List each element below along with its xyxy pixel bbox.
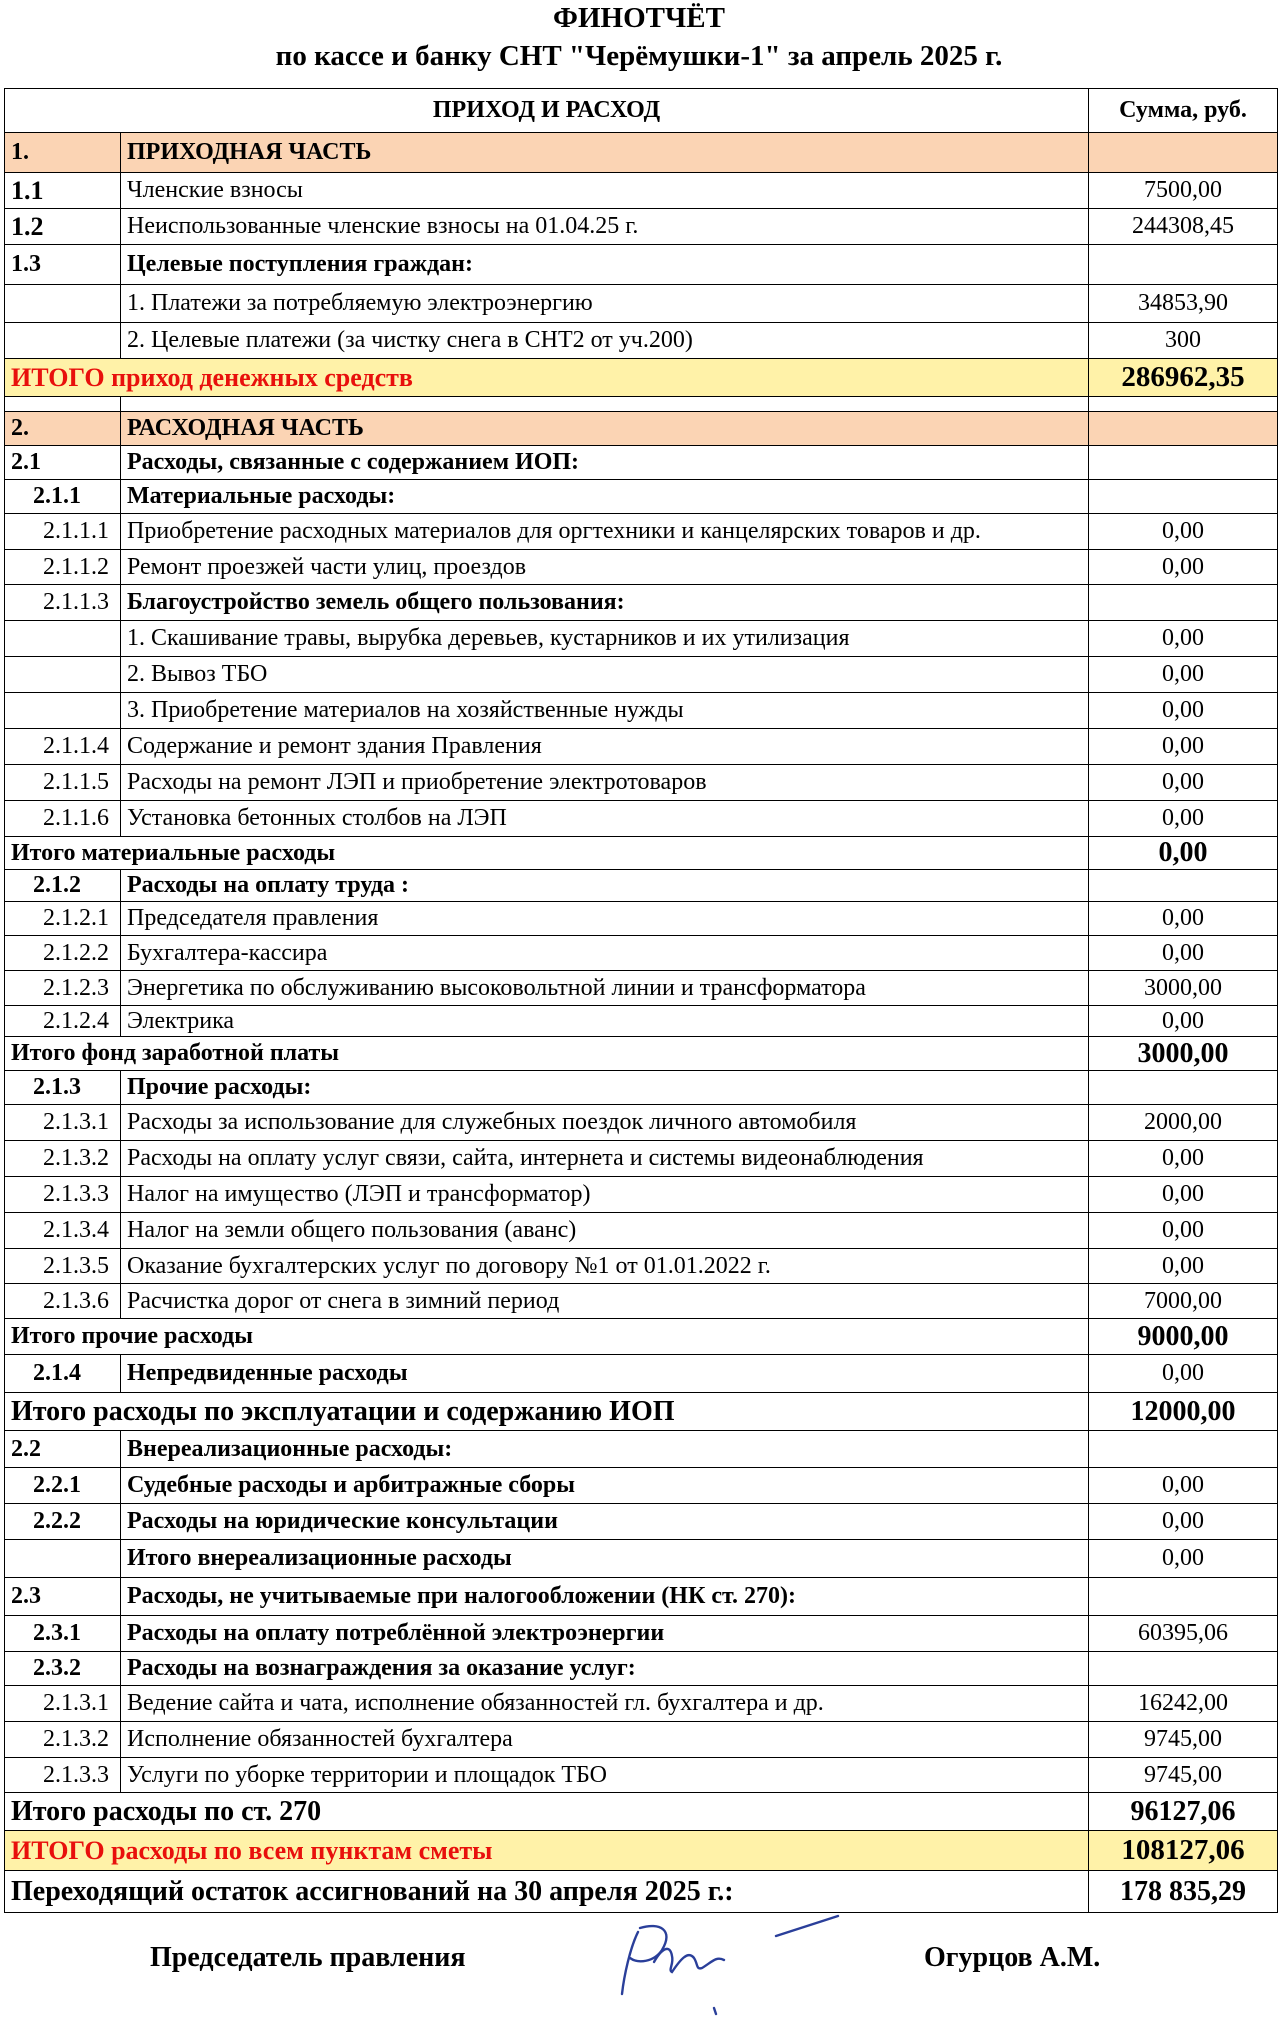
row-amount: [1089, 133, 1278, 173]
table-row: [5, 1616, 1278, 1652]
table-row: [5, 323, 1278, 359]
row-label: 2. Целевые платежи (за чистку снега в СНТ2 от уч.200): [121, 323, 1089, 359]
row-label: Энергетика по обслуживанию высоковольтной линии и трансформатора: [121, 971, 1089, 1006]
row-number: 2.: [5, 412, 121, 446]
row-number: 2.3: [5, 1578, 121, 1616]
row-label: Целевые поступления граждан:: [121, 245, 1089, 285]
row-label: Электрика: [121, 1006, 1089, 1037]
row-number: [5, 323, 121, 359]
row-amount: 0,00: [1089, 1468, 1278, 1504]
row-amount: 16242,00: [1089, 1686, 1278, 1722]
table-row: [5, 765, 1278, 801]
row-label: 2. Вывоз ТБО: [121, 657, 1089, 693]
row-label: Председателя правления: [121, 902, 1089, 936]
row-amount: 0,00: [1089, 902, 1278, 936]
row-label: Расходы на оплату потреблённой электроэнергии: [121, 1616, 1089, 1652]
row-label: Внереализационные расходы:: [121, 1431, 1089, 1468]
table-row: [5, 1504, 1278, 1540]
row-label: 1. Скашивание травы, вырубка деревьев, кустарников и их утилизация: [121, 621, 1089, 657]
table-row: [5, 209, 1278, 245]
table-row: [5, 1793, 1278, 1831]
row-amount: 3000,00: [1089, 1037, 1278, 1071]
row-amount: 300: [1089, 323, 1278, 359]
row-amount: [1089, 1578, 1278, 1616]
row-number: [5, 621, 121, 657]
table-row: [5, 397, 1278, 412]
row-number: [5, 1540, 121, 1578]
table-row: [5, 245, 1278, 285]
row-number: 2.2: [5, 1431, 121, 1468]
row-number: 1.: [5, 133, 121, 173]
table-row: [5, 359, 1278, 397]
row-label: [121, 397, 1089, 412]
row-label: Исполнение обязанностей бухгалтера: [121, 1722, 1089, 1758]
row-amount: 96127,06: [1089, 1793, 1278, 1831]
table-row: [5, 173, 1278, 209]
table-row: [5, 870, 1278, 902]
row-number: 2.1.3.4: [5, 1213, 121, 1249]
row-label: Расходы, связанные с содержанием ИОП:: [121, 446, 1089, 480]
row-label: Ведение сайта и чата, исполнение обязанностей гл. бухгалтера и др.: [121, 1686, 1089, 1722]
row-number: 2.1.1.4: [5, 729, 121, 765]
row-amount: 0,00: [1089, 1540, 1278, 1578]
row-number: 2.1.2.1: [5, 902, 121, 936]
row-number: 2.1.2: [5, 870, 121, 902]
row-label: Налог на земли общего пользования (аванс): [121, 1213, 1089, 1249]
table-row: [5, 585, 1278, 621]
row-label: Расходы, не учитываемые при налогообложении (НК ст. 270):: [121, 1578, 1089, 1616]
table-row: [5, 1578, 1278, 1616]
row-amount: 0,00: [1089, 1177, 1278, 1213]
row-number: 1.3: [5, 245, 121, 285]
row-label: Ремонт проезжей части улиц, проездов: [121, 550, 1089, 585]
row-amount: [1089, 1652, 1278, 1686]
row-amount: 9745,00: [1089, 1722, 1278, 1758]
row-amount: 0,00: [1089, 693, 1278, 729]
row-amount: 0,00: [1089, 1141, 1278, 1177]
row-amount: 108127,06: [1089, 1831, 1278, 1871]
row-number: 2.1.3.5: [5, 1249, 121, 1284]
row-amount: [1089, 870, 1278, 902]
finance-table: [4, 88, 1278, 1913]
table-row: [5, 1686, 1278, 1722]
row-label: Расходы на ремонт ЛЭП и приобретение электротоваров: [121, 765, 1089, 801]
row-amount: [1089, 585, 1278, 621]
table-row: [5, 1831, 1278, 1871]
row-number: 2.1.1.6: [5, 801, 121, 837]
row-number: 2.1.3.3: [5, 1758, 121, 1793]
table-row: [5, 1105, 1278, 1141]
row-label: 1. Платежи за потребляемую электроэнергию: [121, 285, 1089, 323]
table-row: [5, 693, 1278, 729]
row-number: [5, 693, 121, 729]
row-amount: [1089, 397, 1278, 412]
row-amount: 244308,45: [1089, 209, 1278, 245]
row-number: 2.1.3.6: [5, 1284, 121, 1319]
row-number: 2.1.3.1: [5, 1105, 121, 1141]
row-number: 1.1: [5, 173, 121, 209]
header-name: ПРИХОД И РАСХОД: [5, 89, 1089, 133]
row-number: 2.1.2.2: [5, 936, 121, 971]
row-number: 2.1.1.1: [5, 514, 121, 550]
table-row: [5, 285, 1278, 323]
row-number: [5, 657, 121, 693]
row-label: Установка бетонных столбов на ЛЭП: [121, 801, 1089, 837]
row-amount: 7500,00: [1089, 173, 1278, 209]
row-number: 2.1.3.2: [5, 1141, 121, 1177]
row-amount: [1089, 412, 1278, 446]
table-row: [5, 1431, 1278, 1468]
row-label: Материальные расходы:: [121, 480, 1089, 514]
row-amount: 0,00: [1089, 801, 1278, 837]
table-row: [5, 1141, 1278, 1177]
row-label: Бухгалтера-кассира: [121, 936, 1089, 971]
row-amount: 0,00: [1089, 657, 1278, 693]
row-label: Расходы на оплату труда :: [121, 870, 1089, 902]
table-row: [5, 514, 1278, 550]
row-amount: [1089, 245, 1278, 285]
row-amount: 0,00: [1089, 621, 1278, 657]
row-label: Благоустройство земель общего пользования:: [121, 585, 1089, 621]
row-amount: 34853,90: [1089, 285, 1278, 323]
table-row: [5, 1758, 1278, 1793]
table-row: [5, 480, 1278, 514]
row-number: [5, 397, 121, 412]
row-amount: 178 835,29: [1089, 1871, 1278, 1913]
table-row: [5, 621, 1278, 657]
row-label: Непредвиденные расходы: [121, 1355, 1089, 1393]
row-number: 2.1.3.2: [5, 1722, 121, 1758]
row-amount: 9000,00: [1089, 1319, 1278, 1355]
row-label: Услуги по уборке территории и площадок ТБО: [121, 1758, 1089, 1793]
row-label: 3. Приобретение материалов на хозяйственные нужды: [121, 693, 1089, 729]
table-row: [5, 1722, 1278, 1758]
row-number: 2.3.2: [5, 1652, 121, 1686]
row-number: 2.1.3.3: [5, 1177, 121, 1213]
table-header-row: [5, 89, 1278, 133]
row-amount: 0,00: [1089, 1213, 1278, 1249]
table-row: [5, 729, 1278, 765]
row-number: 2.1.3.1: [5, 1686, 121, 1722]
row-label: Расходы за использование для служебных поездок личного автомобиля: [121, 1105, 1089, 1141]
row-total-label: Итого расходы по эксплуатации и содержанию ИОП: [5, 1393, 1089, 1431]
header-amount: Сумма, руб.: [1089, 89, 1278, 133]
report-subtitle: по кассе и банку СНТ "Черёмушки-1" за апрель 2025 г.: [275, 40, 1003, 72]
row-label: Неиспользованные членские взносы на 01.04.25 г.: [121, 209, 1089, 245]
row-amount: 0,00: [1089, 514, 1278, 550]
row-number: [5, 285, 121, 323]
row-number: 2.1.1.5: [5, 765, 121, 801]
row-amount: 3000,00: [1089, 971, 1278, 1006]
row-number: 1.2: [5, 209, 121, 245]
row-number: 2.1.3: [5, 1071, 121, 1105]
row-amount: 0,00: [1089, 1355, 1278, 1393]
table-row: [5, 1652, 1278, 1686]
table-row: [5, 412, 1278, 446]
row-label: Членские взносы: [121, 173, 1089, 209]
row-amount: 286962,35: [1089, 359, 1278, 397]
table-row: [5, 1249, 1278, 1284]
row-total-label: Итого расходы по ст. 270: [5, 1793, 1089, 1831]
table-row: [5, 801, 1278, 837]
row-amount: [1089, 1431, 1278, 1468]
row-label: Приобретение расходных материалов для оргтехники и канцелярских товаров и др.: [121, 514, 1089, 550]
table-row: [5, 1006, 1278, 1037]
row-number: 2.1.1: [5, 480, 121, 514]
signature-name: Огурцов А.М.: [924, 1942, 1101, 1973]
row-amount: 2000,00: [1089, 1105, 1278, 1141]
table-row: [5, 550, 1278, 585]
row-amount: 0,00: [1089, 837, 1278, 870]
row-number: 2.1.2.4: [5, 1006, 121, 1037]
row-number: 2.1.2.3: [5, 971, 121, 1006]
row-label: Расходы на вознаграждения за оказание услуг:: [121, 1652, 1089, 1686]
handwritten-signature: [600, 1898, 860, 2018]
row-amount: 7000,00: [1089, 1284, 1278, 1319]
row-label: Итого внереализационные расходы: [121, 1540, 1089, 1578]
table-row: [5, 657, 1278, 693]
row-amount: [1089, 480, 1278, 514]
row-amount: 0,00: [1089, 936, 1278, 971]
row-number: 2.2.1: [5, 1468, 121, 1504]
row-number: 2.2.2: [5, 1504, 121, 1540]
row-amount: [1089, 446, 1278, 480]
row-amount: 0,00: [1089, 1504, 1278, 1540]
row-number: 2.1.4: [5, 1355, 121, 1393]
row-label: Расчистка дорог от снега в зимний период: [121, 1284, 1089, 1319]
row-label: Содержание и ремонт здания Правления: [121, 729, 1089, 765]
signature-position: Председатель правления: [150, 1942, 466, 1973]
row-number: 2.3.1: [5, 1616, 121, 1652]
table-row: [5, 133, 1278, 173]
row-label: Налог на имущество (ЛЭП и трансформатор): [121, 1177, 1089, 1213]
row-total-label: ИТОГО приход денежных средств: [5, 359, 1089, 397]
row-number: 2.1.1.2: [5, 550, 121, 585]
row-label: РАСХОДНАЯ ЧАСТЬ: [121, 412, 1089, 446]
row-amount: [1089, 1071, 1278, 1105]
row-amount: 0,00: [1089, 1006, 1278, 1037]
table-row: [5, 902, 1278, 936]
table-row: [5, 1037, 1278, 1071]
row-amount: 0,00: [1089, 550, 1278, 585]
table-row: [5, 1177, 1278, 1213]
table-row: [5, 1071, 1278, 1105]
row-total-label: Итого фонд заработной платы: [5, 1037, 1089, 1071]
row-label: ПРИХОДНАЯ ЧАСТЬ: [121, 133, 1089, 173]
row-label: Расходы на юридические консультации: [121, 1504, 1089, 1540]
row-amount: 9745,00: [1089, 1758, 1278, 1793]
report-title: ФИНОТЧЁТ: [553, 2, 725, 34]
table-row: [5, 446, 1278, 480]
row-label: Прочие расходы:: [121, 1071, 1089, 1105]
row-label: Оказание бухгалтерских услуг по договору №1 от 01.01.2022 г.: [121, 1249, 1089, 1284]
row-amount: 12000,00: [1089, 1393, 1278, 1431]
row-amount: 0,00: [1089, 765, 1278, 801]
row-total-label: Итого материальные расходы: [5, 837, 1089, 870]
table-row: [5, 1213, 1278, 1249]
row-total-label: Переходящий остаток ассигнований на 30 апреля 2025 г.:: [5, 1871, 1089, 1913]
row-amount: 0,00: [1089, 1249, 1278, 1284]
row-total-label: ИТОГО расходы по всем пунктам сметы: [5, 1831, 1089, 1871]
table-row: [5, 1468, 1278, 1504]
table-row: [5, 971, 1278, 1006]
table-row: [5, 1319, 1278, 1355]
row-label: Судебные расходы и арбитражные сборы: [121, 1468, 1089, 1504]
table-row: [5, 1540, 1278, 1578]
table-row: [5, 1355, 1278, 1393]
table-row: [5, 1393, 1278, 1431]
row-amount: 60395,06: [1089, 1616, 1278, 1652]
table-row: [5, 936, 1278, 971]
row-label: Расходы на оплату услуг связи, сайта, интернета и системы видеонаблюдения: [121, 1141, 1089, 1177]
row-total-label: Итого прочие расходы: [5, 1319, 1089, 1355]
table-row: [5, 1284, 1278, 1319]
table-row: [5, 837, 1278, 870]
row-amount: 0,00: [1089, 729, 1278, 765]
row-number: 2.1.1.3: [5, 585, 121, 621]
row-number: 2.1: [5, 446, 121, 480]
